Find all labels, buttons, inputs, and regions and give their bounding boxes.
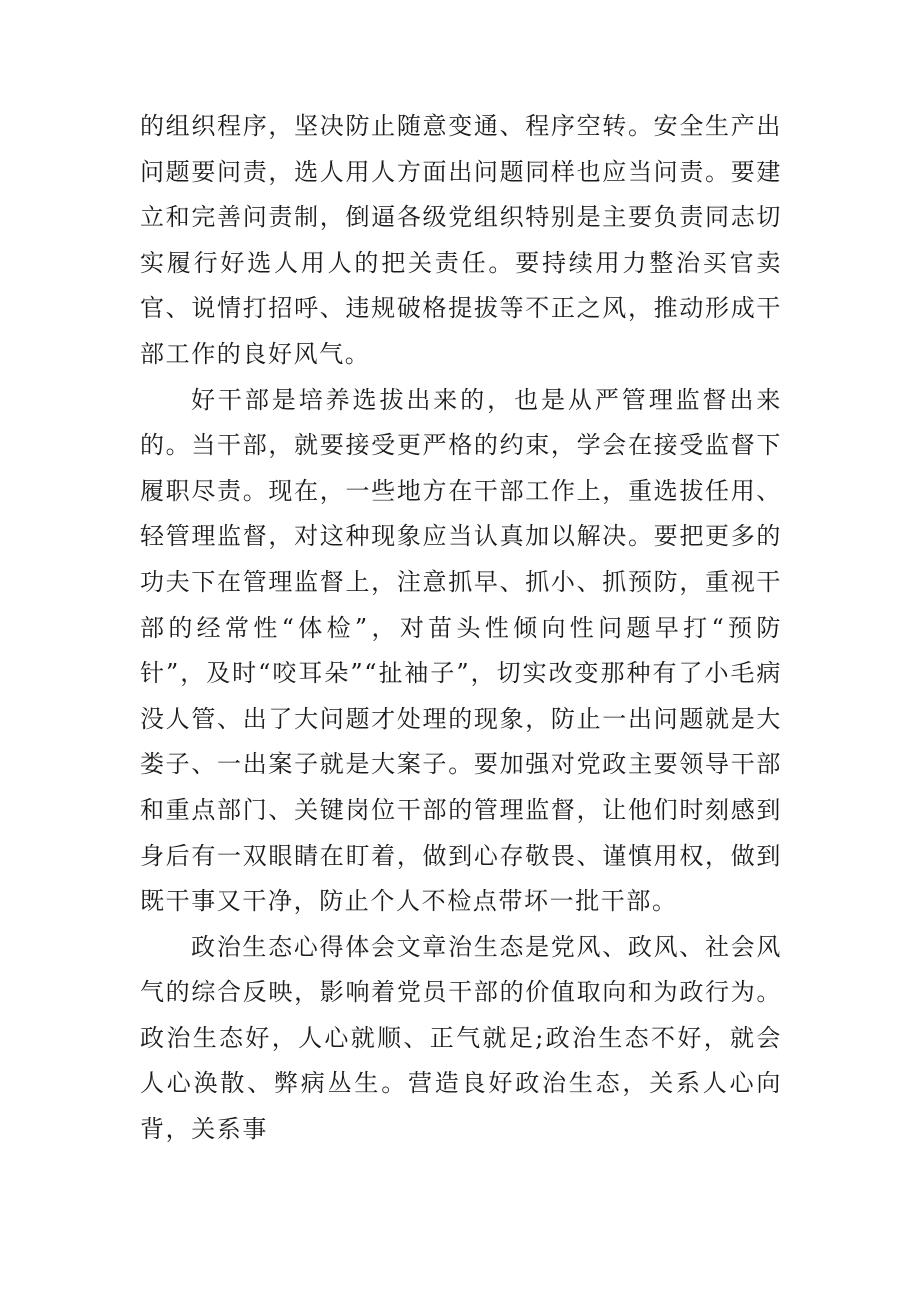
paragraph-3: 政治生态心得体会文章治生态是党风、政风、社会风气的综合反映，影响着党员干部的价值取向和为政行为。政治生态好，人心就顺、正气就足;政治生态不好，就会人心涣散、弊病丛生。营造良好政治生态，关系人心向背，关系事: [140, 932, 782, 1144]
paragraph-2: 好干部是培养选拔出来的，也是从严管理监督出来的。当干部，就要接受更严格的约束，学会在接受监督下履职尽责。现在，一些地方在干部工作上，重选拔任用、轻管理监督，对这种现象应当认真加以解决。要把更多的功夫下在管理监督上，注意抓早、抓小、抓预防，重视干部的经常性“体检”，对苗头性倾向性问题早打“预防针”，及时“咬耳朵”“扯袖子”，切实改变那种有了小毛病没人管、出了大问题才处理的现象，防止一出问题就是大娄子、一出案子就是大案子。要加强对党政主要领导干部和重点部门、关键岗位干部的管理监督，让他们时刻感到身后有一双眼睛在盯着，做到心存敬畏、谨慎用权，做到既干事又干净，防止个人不检点带坏一批干部。: [140, 385, 782, 916]
document-body: [140, 104, 782, 1153]
paragraph-1: 的组织程序，坚决防止随意变通、程序空转。安全生产出问题要问责，选人用人方面出问题同样也应当问责。要建立和完善问责制，倒逼各级党组织特别是主要负责同志切实履行好选人用人的把关责任。要持续用力整治买官卖官、说情打招呼、违规破格提拔等不正之风，推动形成干部工作的良好风气。: [140, 112, 782, 368]
